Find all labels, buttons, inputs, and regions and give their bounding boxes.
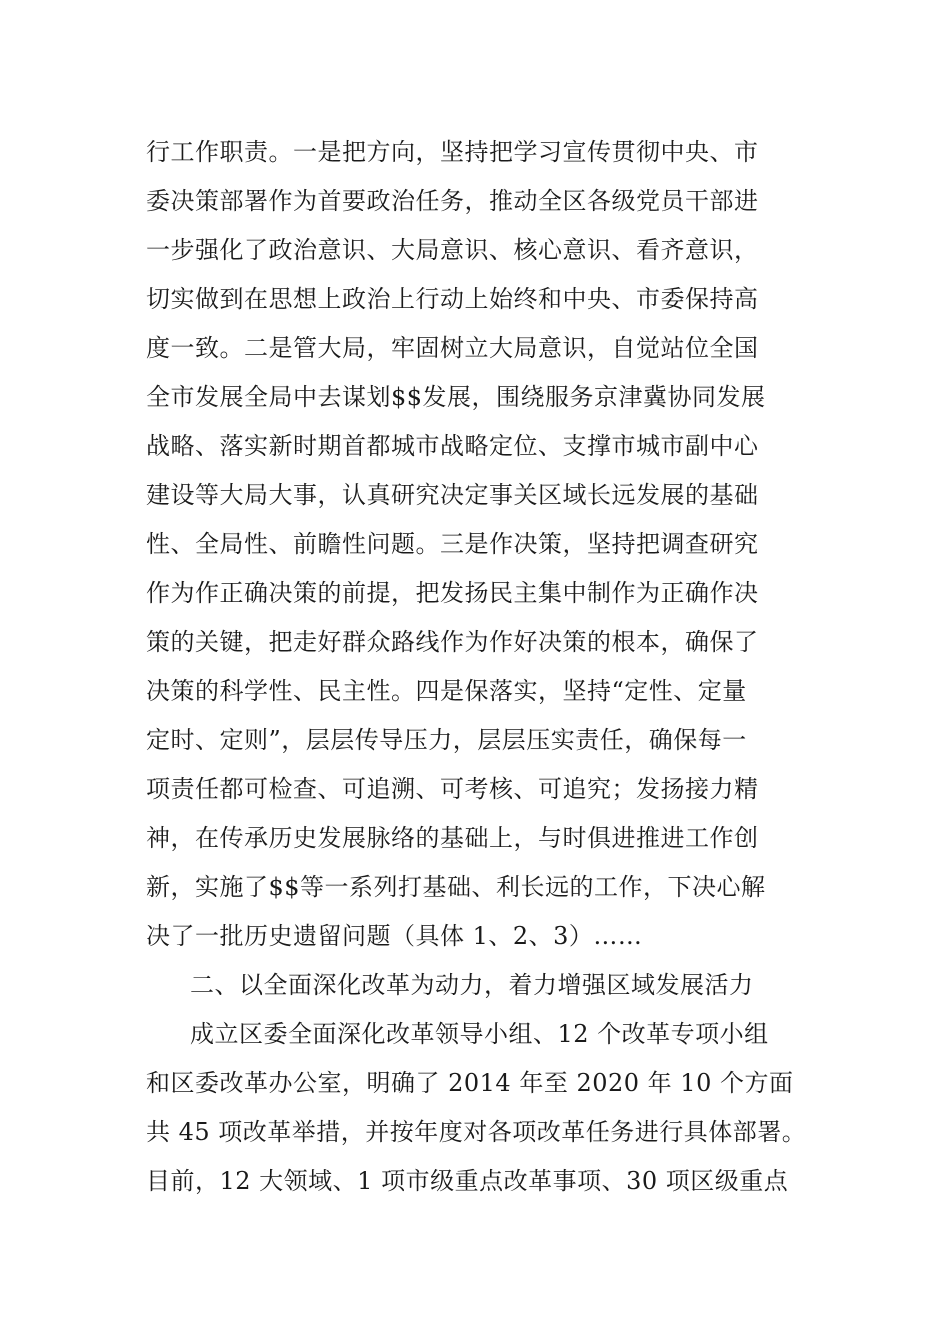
body-text-line: 决策的科学性、民主性。四是保落实，坚持“定性、定量 xyxy=(146,677,747,705)
body-text-line: 定时、定则”，层层传导压力，层层压实责任，确保每一 xyxy=(146,726,747,754)
body-text-line: 共 45 项改革举措，并按年度对各项改革任务进行具体部署。 xyxy=(146,1118,807,1146)
body-text-line: 新，实施了$$等一系列打基础、利长远的工作，下决心解 xyxy=(146,873,766,901)
body-text-line: 切实做到在思想上政治上行动上始终和中央、市委保持高 xyxy=(146,285,759,313)
body-text-line: 度一致。二是管大局，牢固树立大局意识，自觉站位全国 xyxy=(146,334,759,362)
body-text-line: 成立区委全面深化改革领导小组、12 个改革专项小组 xyxy=(190,1020,769,1048)
body-text-line: 神，在传承历史发展脉络的基础上，与时俱进推进工作创 xyxy=(146,824,759,852)
body-text-line: 全市发展全局中去谋划$$发展，围绕服务京津冀协同发展 xyxy=(146,383,766,411)
body-text-line: 决了一批历史遗留问题（具体 1、2、3）…… xyxy=(146,922,643,950)
body-text-line: 行工作职责。一是把方向，坚持把学习宣传贯彻中央、市 xyxy=(146,138,759,166)
body-text-line: 建设等大局大事，认真研究决定事关区域长远发展的基础 xyxy=(146,481,759,509)
body-text-line: 项责任都可检查、可追溯、可考核、可追究；发扬接力精 xyxy=(146,775,759,803)
section-heading: 二、以全面深化改革为动力，着力增强区域发展活力 xyxy=(190,971,754,999)
body-text-line: 策的关键，把走好群众路线作为作好决策的根本，确保了 xyxy=(146,628,759,656)
document-body xyxy=(146,128,826,1206)
body-text-line: 战略、落实新时期首都城市战略定位、支撑市城市副中心 xyxy=(146,432,759,460)
body-text-line: 和区委改革办公室，明确了 2014 年至 2020 年 10 个方面 xyxy=(146,1069,794,1097)
body-text-line: 一步强化了政治意识、大局意识、核心意识、看齐意识， xyxy=(146,236,759,264)
body-text-line: 作为作正确决策的前提，把发扬民主集中制作为正确作决 xyxy=(146,579,759,607)
body-text-line: 目前，12 大领域、1 项市级重点改革事项、30 项区级重点 xyxy=(146,1167,789,1195)
body-text-line: 性、全局性、前瞻性问题。三是作决策，坚持把调查研究 xyxy=(146,530,759,558)
body-text-line: 委决策部署作为首要政治任务，推动全区各级党员干部进 xyxy=(146,187,759,215)
